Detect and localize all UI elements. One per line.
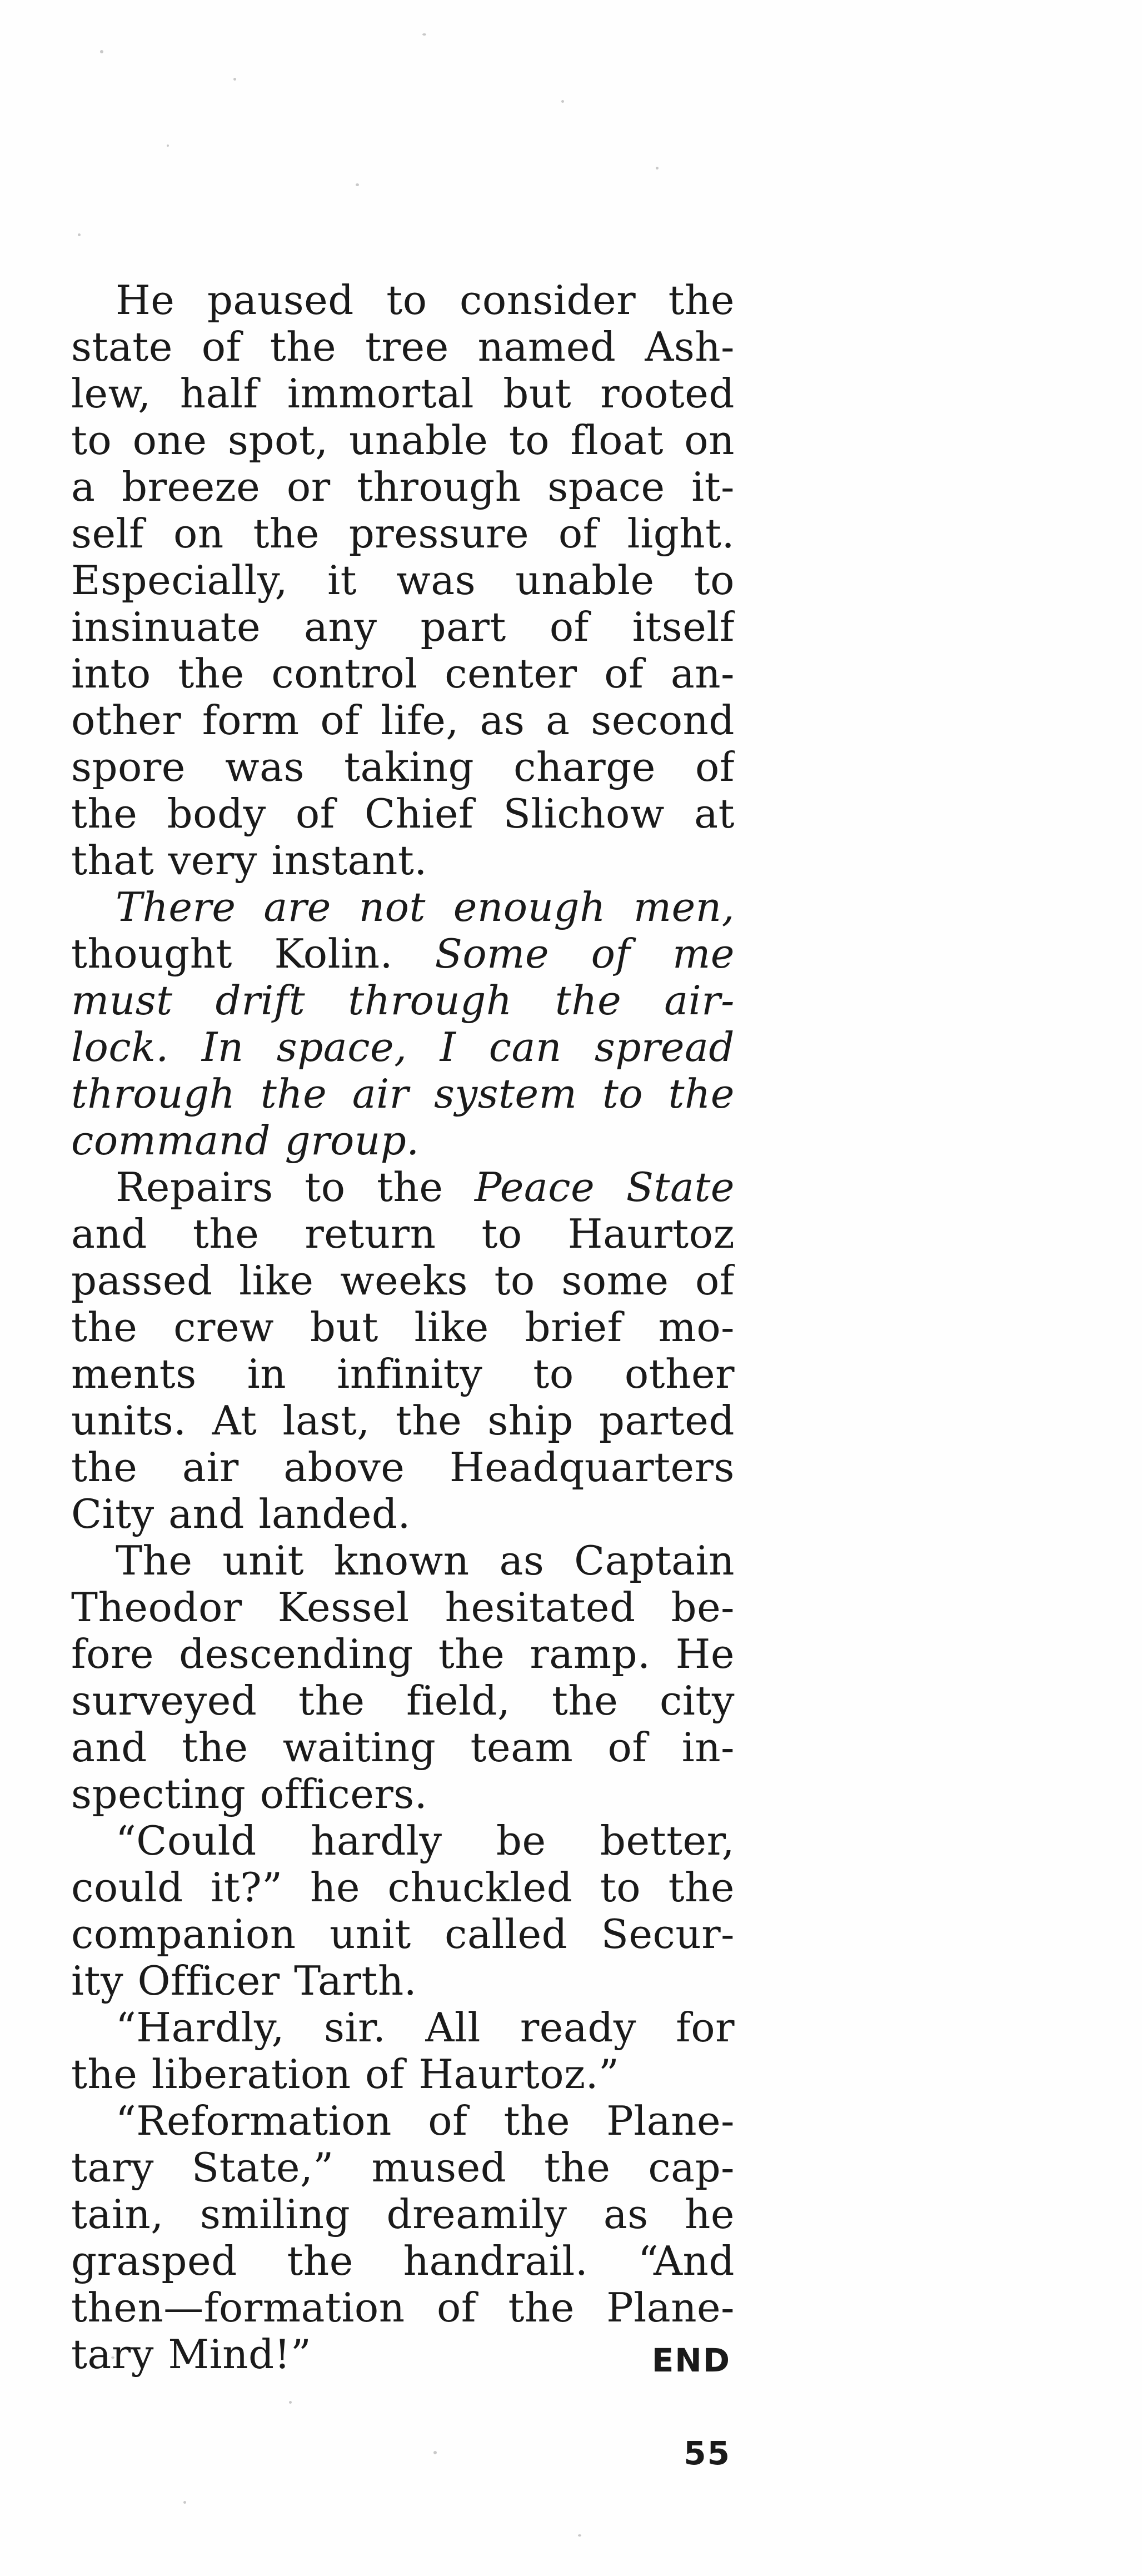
text-line: lock. In space, I can spread bbox=[71, 1024, 735, 1070]
text-line: specting officers. bbox=[71, 1771, 428, 1817]
paragraph-7 bbox=[71, 2097, 735, 2378]
text-line: and the waiting team of in- bbox=[71, 1724, 735, 1771]
scan-speckle bbox=[167, 145, 169, 147]
text-line: lew, half immortal but rooted bbox=[71, 370, 735, 417]
text-line: “Reformation of the Plane- bbox=[116, 2097, 735, 2144]
text-line: to one spot, unable to float on bbox=[71, 417, 735, 464]
text-line: The unit known as Captain bbox=[116, 1537, 735, 1584]
scan-speckle bbox=[422, 33, 426, 36]
text-line: tary State,” mused the cap- bbox=[71, 2144, 735, 2191]
text-line: He paused to consider the bbox=[116, 277, 735, 323]
text-line: fore descending the ramp. He bbox=[71, 1631, 735, 1677]
text-line: ments in infinity to other bbox=[71, 1351, 735, 1397]
text-line: the crew but like brief mo- bbox=[71, 1304, 735, 1351]
text-line: self on the pressure of light. bbox=[71, 510, 735, 557]
text-line: Theodor Kessel hesitated be- bbox=[71, 1584, 735, 1631]
paragraph-4 bbox=[71, 1537, 735, 1817]
end-marker: END bbox=[651, 2341, 731, 2379]
text-line: tain, smiling dreamily as he bbox=[71, 2191, 735, 2238]
scan-speckle bbox=[78, 233, 81, 236]
text-line: and the return to Haurtoz bbox=[71, 1210, 735, 1257]
text-line: that very instant. bbox=[71, 837, 427, 884]
article-text-column bbox=[71, 277, 735, 2378]
scan-speckle bbox=[561, 100, 564, 103]
paragraph-1 bbox=[71, 277, 735, 884]
text-line: tary Mind!” bbox=[71, 2331, 312, 2378]
text-line: the liberation of Haurtoz.” bbox=[71, 2051, 620, 2097]
paragraph-3 bbox=[71, 1164, 735, 1537]
text-line: could it?” he chuckled to the bbox=[71, 1864, 735, 1911]
text-segment: Repairs to the Peace State bbox=[116, 1164, 735, 1210]
text-line: other form of life, as a second bbox=[71, 697, 735, 744]
text-line: a breeze or through space it- bbox=[71, 464, 735, 510]
text-line: must drift through the air- bbox=[71, 977, 735, 1024]
page-number: 55 bbox=[684, 2434, 731, 2472]
text-line: companion unit called Secur- bbox=[71, 1911, 735, 1957]
scan-speckle bbox=[578, 2534, 581, 2537]
scan-speckle bbox=[433, 2451, 437, 2454]
scan-speckle bbox=[233, 78, 236, 81]
text-line: surveyed the field, the city bbox=[71, 1677, 735, 1724]
scan-speckle bbox=[100, 50, 103, 53]
text-line: the body of Chief Slichow at bbox=[71, 790, 735, 837]
text-line: the air above Headquarters bbox=[71, 1444, 735, 1491]
text-line: “Hardly, sir. All ready for bbox=[116, 2004, 735, 2051]
text-line: Especially, it was unable to bbox=[71, 557, 735, 604]
text-line: into the control center of an- bbox=[71, 650, 735, 697]
text-line: insinuate any part of itself bbox=[71, 604, 735, 650]
text-line: units. At last, the ship parted bbox=[71, 1397, 735, 1444]
text-line: through the air system to the bbox=[71, 1070, 735, 1117]
text-line: state of the tree named Ash- bbox=[71, 323, 735, 370]
text-line: then—formation of the Plane- bbox=[71, 2284, 735, 2331]
italic-text: Peace State bbox=[475, 1164, 735, 1210]
text-line: There are not enough men, bbox=[116, 884, 735, 930]
italic-text: Some of me bbox=[435, 930, 735, 977]
text-line bbox=[71, 1164, 735, 1210]
text-line: spore was taking charge of bbox=[71, 744, 735, 790]
scan-speckle bbox=[656, 167, 659, 170]
paragraph-6 bbox=[71, 2004, 735, 2097]
paragraph-5 bbox=[71, 1817, 735, 2004]
scan-speckle bbox=[356, 183, 359, 186]
scan-speckle bbox=[289, 2401, 292, 2404]
text-line: “Could hardly be better, bbox=[116, 1817, 735, 1864]
text-line: City and landed. bbox=[71, 1491, 411, 1537]
text-line: grasped the handrail. “And bbox=[71, 2238, 735, 2284]
text-line: ity Officer Tarth. bbox=[71, 1957, 417, 2004]
text-line: command group. bbox=[71, 1117, 420, 1164]
text-line bbox=[71, 930, 735, 977]
scan-speckle bbox=[183, 2501, 186, 2504]
paragraph-2-italic-thought bbox=[71, 884, 735, 1164]
text-segment: thought Kolin. Some of me bbox=[71, 930, 735, 977]
text-line: passed like weeks to some of bbox=[71, 1257, 735, 1304]
